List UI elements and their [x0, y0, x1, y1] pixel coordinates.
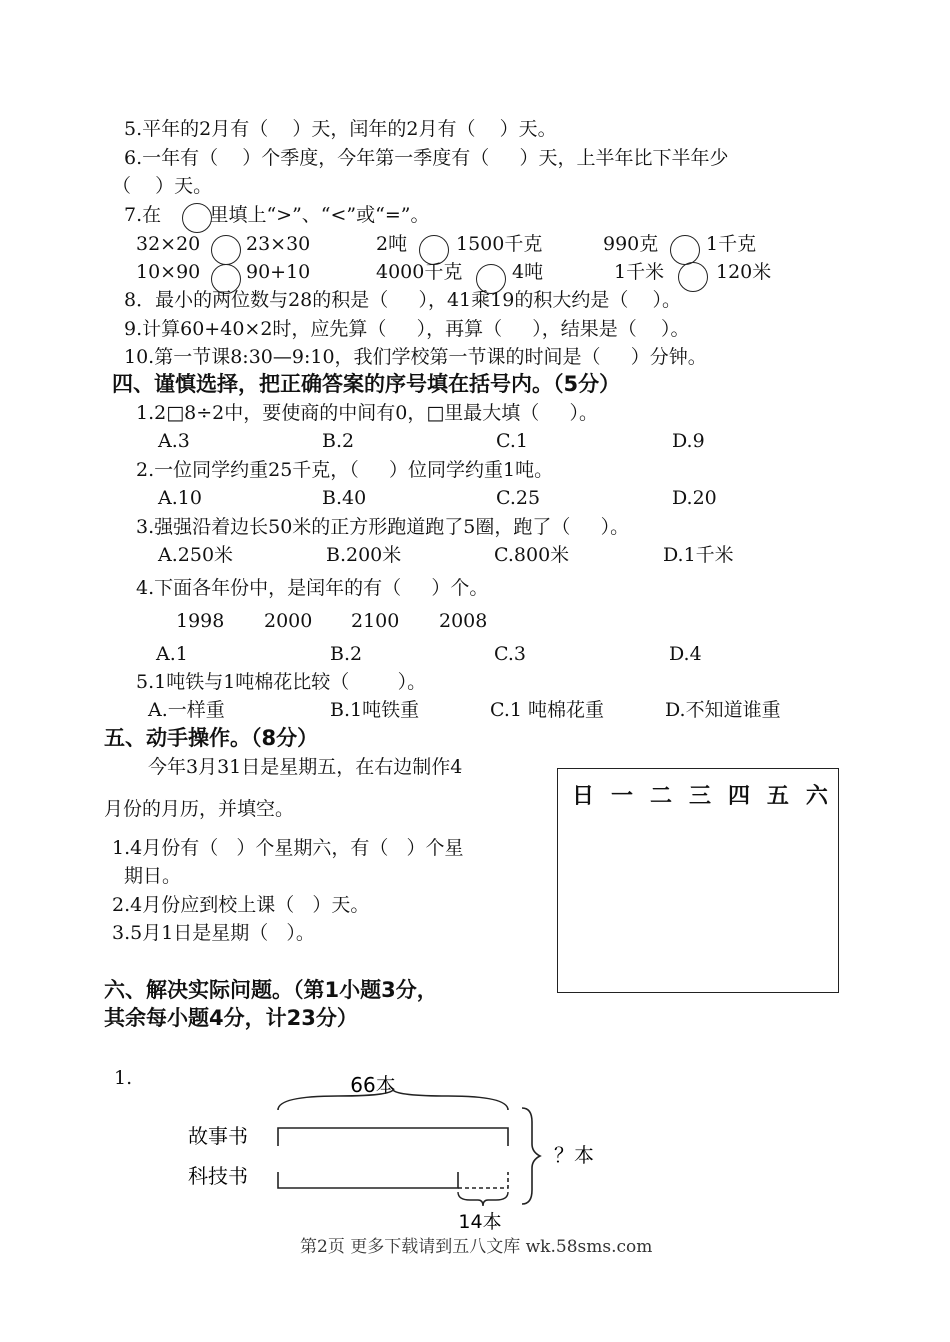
weekday-label: 三	[688, 784, 711, 809]
compare-circle[interactable]	[678, 262, 708, 292]
compare-right: 4吨	[512, 261, 544, 283]
choice-option[interactable]: A.250米	[158, 544, 234, 566]
fill-question: 2.4月份应到校上课（ ）天。	[112, 894, 370, 916]
tech-bar	[278, 1172, 458, 1188]
weekday-label: 四	[727, 784, 750, 809]
diagram-diff-label: 14本	[458, 1211, 502, 1233]
compare-circle[interactable]	[670, 235, 700, 265]
compare-right: 1500千克	[456, 233, 543, 255]
choice-option[interactable]: B.200米	[326, 544, 402, 566]
choice-option[interactable]: B.2	[330, 643, 363, 665]
choice-option[interactable]: D.9	[672, 430, 705, 452]
compare-left: 10×90	[136, 261, 201, 283]
weekday-label: 日	[572, 784, 595, 809]
tech-bar-dashed	[458, 1172, 508, 1188]
weekday-label: 五	[766, 784, 789, 809]
choice-option[interactable]: C.1 吨棉花重	[490, 699, 605, 721]
page-footer: 第2页 更多下载请到五八文库 wk.58sms.com	[300, 1237, 653, 1257]
compare-left: 32×20	[136, 233, 201, 255]
fill-q6-cont: （ ）天。	[112, 175, 213, 197]
fill-question: 1.4月份有（ ）个星期六，有（ ）个星	[112, 837, 464, 859]
section-heading: 四、谨慎选择，把正确答案的序号填在括号内。（5分）	[112, 372, 621, 396]
fill-q10: 10.第一节课8:30—9:10，我们学校第一节课的时间是（ ）分钟。	[124, 346, 707, 368]
fill-q8: 8．最小的两位数与28的积是（ ），41乘19的积大约是（ ）。	[124, 289, 681, 311]
paragraph: 今年3月31日是星期五，在右边制作4	[148, 756, 463, 778]
choice-option[interactable]: A.一样重	[148, 699, 225, 721]
choice-question: 5.1吨铁与1吨棉花比较（ ）。	[136, 671, 427, 693]
compare-right: 90+10	[246, 261, 311, 283]
section-heading-cont: 其余每小题4分，计23分）	[104, 1006, 358, 1030]
calendar-box[interactable]	[557, 768, 839, 993]
row-label-tech: 科技书	[188, 1164, 248, 1188]
compare-left: 990克	[603, 233, 659, 255]
paragraph: 月份的月历，并填空。	[104, 798, 295, 820]
compare-left: 2吨	[376, 233, 408, 255]
year-item: 2008	[439, 610, 488, 632]
year-item: 2100	[351, 610, 400, 632]
compare-circle[interactable]	[211, 235, 241, 265]
choice-option[interactable]: A.10	[158, 487, 202, 509]
choice-option[interactable]: C.800米	[494, 544, 570, 566]
choice-option[interactable]: D.20	[672, 487, 717, 509]
weekday-label: 二	[649, 784, 672, 809]
choice-option[interactable]: C.1	[496, 430, 528, 452]
diff-brace	[458, 1192, 508, 1206]
section-heading: 五、动手操作。（8分）	[104, 726, 319, 750]
diagram-total-label: ？本	[554, 1143, 594, 1167]
diagram-top-label: 66本	[350, 1073, 396, 1097]
choice-option[interactable]: B.1吨铁重	[330, 699, 420, 721]
weekday-label: 一	[610, 784, 633, 809]
fill-q5: 5.平年的2月有（ ）天，闰年的2月有（ ）天。	[124, 118, 557, 140]
calendar-header	[572, 779, 828, 810]
year-item: 1998	[176, 610, 225, 632]
choice-option[interactable]: D.不知道谁重	[665, 699, 781, 721]
choice-question: 1.2□8÷2中，要使商的中间有0，□里最大填（ ）。	[136, 402, 599, 424]
section-heading: 六、解决实际问题。（第1小题3分，	[104, 978, 438, 1002]
choice-option[interactable]: B.2	[322, 430, 355, 452]
compare-right: 1千克	[706, 233, 757, 255]
fill-q7: 7.在 里填上“>”、“<”或“=”。	[124, 204, 430, 226]
compare-circle[interactable]	[182, 203, 212, 233]
choice-option[interactable]: B.40	[322, 487, 367, 509]
compare-right: 23×30	[246, 233, 311, 255]
choice-question: 3.强强沿着边长50米的正方形跑道跑了5圈，跑了（ ）。	[136, 516, 630, 538]
fill-q9: 9.计算60+40×2时，应先算（ ），再算（ ），结果是（ ）。	[124, 318, 690, 340]
question-number: 1.	[114, 1067, 133, 1089]
fill-question-cont: 期日。	[124, 865, 182, 887]
row-label-story: 故事书	[188, 1124, 248, 1148]
weekday-label: 六	[805, 784, 828, 809]
choice-option[interactable]: C.25	[496, 487, 541, 509]
choice-option[interactable]: A.3	[158, 430, 190, 452]
choice-option[interactable]: D.1千米	[663, 544, 734, 566]
choice-question: 2.一位同学约重25千克，（ ）位同学约重1吨。	[136, 459, 554, 481]
fill-q6: 6.一年有（ ）个季度，今年第一季度有（ ）天，上半年比下半年少	[124, 147, 729, 169]
year-item: 2000	[264, 610, 313, 632]
compare-right: 120米	[716, 261, 772, 283]
line-segment-diagram	[170, 1060, 610, 1240]
choice-question: 4.下面各年份中，是闰年的有（ ）个。	[136, 577, 489, 599]
compare-left: 1千米	[614, 261, 665, 283]
choice-option[interactable]: C.3	[494, 643, 526, 665]
choice-option[interactable]: D.4	[669, 643, 702, 665]
fill-question: 3.5月1日是星期（ ）。	[112, 922, 315, 944]
choice-option[interactable]: A.1	[156, 643, 188, 665]
right-brace	[522, 1108, 540, 1204]
story-bar	[278, 1128, 508, 1146]
compare-left: 4000千克	[376, 261, 463, 283]
